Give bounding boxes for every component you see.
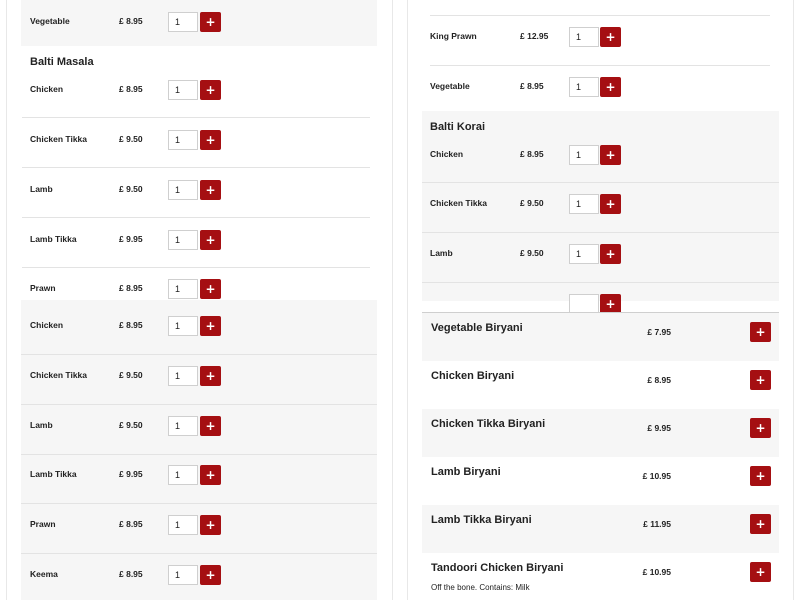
add-to-cart-button[interactable] xyxy=(200,515,221,535)
item-name: Chicken Tikka xyxy=(30,134,88,144)
menu-panel-balti-masala xyxy=(0,0,400,300)
add-to-cart-button[interactable] xyxy=(200,130,221,150)
add-to-cart-button[interactable] xyxy=(200,366,221,386)
add-to-cart-button[interactable] xyxy=(600,145,621,165)
row-divider xyxy=(22,117,370,118)
quantity-input[interactable] xyxy=(168,279,198,299)
menu-panel-biryani xyxy=(400,312,800,600)
add-to-cart-button[interactable] xyxy=(200,180,221,200)
row-divider xyxy=(22,267,370,268)
item-price: £ 8.95 xyxy=(119,320,143,330)
row-divider xyxy=(21,503,377,504)
quantity-input[interactable] xyxy=(569,77,599,97)
add-to-cart-button[interactable] xyxy=(600,194,621,214)
quantity-input[interactable] xyxy=(168,12,198,32)
panel-border xyxy=(407,312,408,600)
item-name: Lamb xyxy=(430,248,453,258)
quantity-input[interactable] xyxy=(168,230,198,250)
plus-icon: + xyxy=(205,133,216,147)
row-divider xyxy=(21,354,377,355)
row-divider xyxy=(21,454,377,455)
menu-item-row xyxy=(0,465,400,485)
menu-item-row xyxy=(400,77,800,97)
item-price: £ 8.95 xyxy=(119,84,143,94)
menu-item-row xyxy=(400,145,800,165)
quantity-input[interactable] xyxy=(569,194,599,214)
panel-border xyxy=(392,300,393,600)
plus-icon: + xyxy=(205,369,216,383)
plus-icon: + xyxy=(755,325,766,339)
item-price: £ 10.95 xyxy=(642,471,671,481)
plus-icon: + xyxy=(605,80,616,94)
item-name: Tandoori Chicken Biryani xyxy=(431,562,564,574)
plus-icon: + xyxy=(605,30,616,44)
row-divider xyxy=(422,282,779,283)
add-to-cart-button[interactable] xyxy=(200,80,221,100)
row-divider xyxy=(422,182,779,183)
plus-icon: + xyxy=(205,183,216,197)
plus-icon: + xyxy=(205,233,216,247)
item-price: £ 8.95 xyxy=(119,569,143,579)
section-title: Balti Masala xyxy=(30,56,94,68)
item-price: £ 9.50 xyxy=(119,134,143,144)
plus-icon: + xyxy=(605,148,616,162)
plus-icon: + xyxy=(205,568,216,582)
menu-item-row xyxy=(400,27,800,47)
row-divider xyxy=(430,15,770,16)
section-background xyxy=(21,300,377,600)
panel-border xyxy=(6,0,7,300)
menu-item-row xyxy=(0,12,400,32)
item-name: Chicken Tikka xyxy=(30,370,88,380)
quantity-input[interactable] xyxy=(168,130,198,150)
item-name: Vegetable xyxy=(30,16,70,26)
menu-item-row xyxy=(0,416,400,436)
item-price: £ 9.95 xyxy=(119,234,143,244)
item-name: Chicken Tikka xyxy=(430,198,488,208)
item-name: Lamb Tikka xyxy=(30,234,77,244)
menu-item-row xyxy=(0,279,400,299)
item-name: Prawn xyxy=(30,283,56,293)
menu-item-row-partial xyxy=(400,294,800,312)
quantity-input[interactable] xyxy=(168,366,198,386)
item-price: £ 8.95 xyxy=(119,16,143,26)
add-to-cart-button[interactable] xyxy=(200,416,221,436)
quantity-input[interactable] xyxy=(569,244,599,264)
add-to-cart-button[interactable] xyxy=(750,466,771,486)
add-to-cart-button[interactable] xyxy=(200,12,221,32)
panel-border xyxy=(793,312,794,600)
item-name: Chicken xyxy=(30,84,64,94)
item-name: Lamb Biryani xyxy=(431,466,501,478)
quantity-input[interactable] xyxy=(168,316,198,336)
plus-icon: + xyxy=(205,419,216,433)
item-price: £ 8.95 xyxy=(520,81,544,91)
add-to-cart-button[interactable] xyxy=(200,465,221,485)
item-price: £ 9.50 xyxy=(119,184,143,194)
plus-icon: + xyxy=(205,83,216,97)
item-name: King Prawn xyxy=(430,31,477,41)
menu-item-row xyxy=(0,130,400,150)
item-description: Off the bone. Contains: Milk xyxy=(431,583,530,592)
plus-icon: + xyxy=(605,197,616,211)
plus-icon: + xyxy=(755,517,766,531)
row-divider xyxy=(21,553,377,554)
biryani-row xyxy=(422,505,779,553)
menu-item-row xyxy=(0,230,400,250)
plus-icon: + xyxy=(205,518,216,532)
add-to-cart-button[interactable] xyxy=(200,565,221,585)
biryani-row xyxy=(422,361,779,409)
plus-icon: + xyxy=(755,565,766,579)
plus-icon: + xyxy=(755,469,766,483)
add-to-cart-button[interactable] xyxy=(600,244,621,264)
item-price: £ 9.95 xyxy=(119,469,143,479)
add-to-cart-button[interactable] xyxy=(600,77,621,97)
add-to-cart-button[interactable] xyxy=(750,514,771,534)
quantity-input[interactable] xyxy=(168,565,198,585)
plus-icon: + xyxy=(205,468,216,482)
menu-item-row xyxy=(0,366,400,386)
quantity-input[interactable] xyxy=(168,465,198,485)
plus-icon: + xyxy=(205,15,216,29)
item-price: £ 7.95 xyxy=(647,327,671,337)
biryani-row xyxy=(422,457,779,505)
item-price: £ 10.95 xyxy=(642,567,671,577)
menu-item-row xyxy=(400,194,800,214)
add-to-cart-button[interactable] xyxy=(750,322,771,342)
item-name: Vegetable Biryani xyxy=(431,322,523,334)
menu-panel-list xyxy=(0,300,400,600)
add-to-cart-button[interactable] xyxy=(200,316,221,336)
section-title: Balti Korai xyxy=(430,121,486,133)
add-to-cart-button[interactable] xyxy=(750,418,771,438)
row-divider xyxy=(22,217,370,218)
menu-item-row xyxy=(0,515,400,535)
item-name: Lamb Tikka Biryani xyxy=(431,514,532,526)
item-name: Lamb Tikka xyxy=(30,469,77,479)
plus-icon: + xyxy=(205,319,216,333)
add-to-cart-button[interactable] xyxy=(600,294,621,312)
item-price: £ 11.95 xyxy=(643,519,671,529)
quantity-input[interactable] xyxy=(168,515,198,535)
quantity-input[interactable] xyxy=(168,180,198,200)
item-price: £ 8.95 xyxy=(647,375,671,385)
item-name: Lamb xyxy=(30,184,53,194)
biryani-row xyxy=(422,409,779,457)
plus-icon: + xyxy=(755,373,766,387)
biryani-row xyxy=(422,553,779,600)
item-price: £ 8.95 xyxy=(119,519,143,529)
item-name: Chicken xyxy=(430,149,464,159)
panel-border xyxy=(392,0,393,300)
menu-item-row xyxy=(0,80,400,100)
item-name: Keema xyxy=(30,569,58,579)
row-divider xyxy=(422,232,779,233)
item-price: £ 9.95 xyxy=(647,423,671,433)
item-price: £ 12.95 xyxy=(520,31,549,41)
item-price: £ 9.50 xyxy=(520,198,544,208)
row-divider xyxy=(430,65,770,66)
row-divider xyxy=(21,404,377,405)
panel-border xyxy=(6,300,7,600)
item-price: £ 9.50 xyxy=(520,248,544,258)
quantity-input[interactable] xyxy=(168,416,198,436)
item-name: Prawn xyxy=(30,519,56,529)
item-name: Chicken xyxy=(30,320,64,330)
item-name: Chicken Biryani xyxy=(431,370,515,382)
item-price: £ 9.50 xyxy=(119,420,143,430)
add-to-cart-button[interactable] xyxy=(750,562,771,582)
plus-icon: + xyxy=(605,247,616,261)
quantity-input[interactable] xyxy=(569,27,599,47)
item-name: Lamb xyxy=(30,420,53,430)
biryani-row xyxy=(422,313,779,361)
item-price: £ 8.95 xyxy=(119,283,143,293)
menu-item-row xyxy=(0,565,400,585)
plus-icon: + xyxy=(755,421,766,435)
menu-item-row xyxy=(400,244,800,264)
menu-item-row xyxy=(0,316,400,336)
menu-panel-balti-korai xyxy=(400,0,800,312)
plus-icon: + xyxy=(205,282,216,296)
menu-item-row xyxy=(0,180,400,200)
item-name: Chicken Tikka Biryani xyxy=(431,418,546,430)
add-to-cart-button[interactable] xyxy=(200,279,221,299)
quantity-input[interactable] xyxy=(569,145,599,165)
quantity-input[interactable] xyxy=(569,294,599,312)
item-price: £ 9.50 xyxy=(119,370,143,380)
add-to-cart-button[interactable] xyxy=(200,230,221,250)
item-price: £ 8.95 xyxy=(520,149,544,159)
item-name: Vegetable xyxy=(430,81,470,91)
quantity-input[interactable] xyxy=(168,80,198,100)
plus-icon: + xyxy=(605,297,616,311)
add-to-cart-button[interactable] xyxy=(750,370,771,390)
add-to-cart-button[interactable] xyxy=(600,27,621,47)
row-divider xyxy=(22,167,370,168)
